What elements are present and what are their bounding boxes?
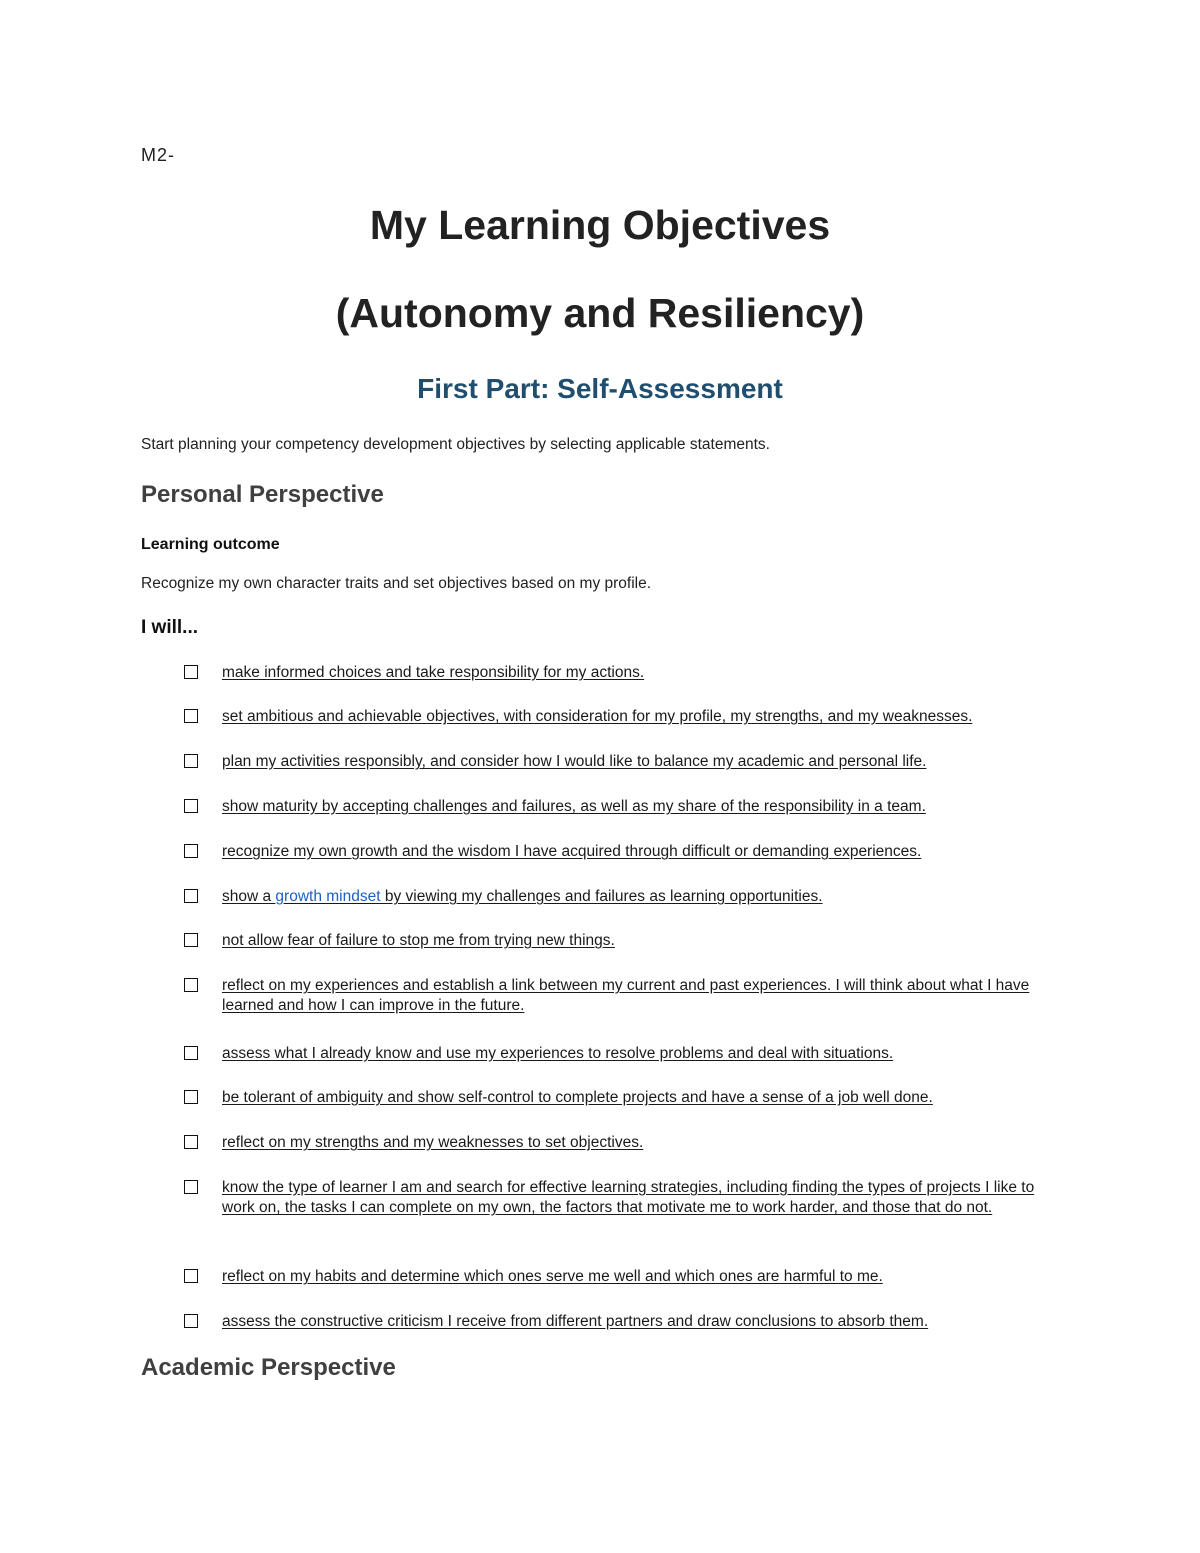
checklist-item[interactable] (182, 1178, 1052, 1218)
checklist-item-text: make informed choices and take responsibility for my actions. (222, 664, 645, 681)
document-title: My Learning Objectives (369, 202, 831, 248)
checklist-item[interactable] (182, 1312, 1052, 1332)
checklist-item-text: reflect on my strengths and my weaknesses to set objectives. (222, 1134, 644, 1151)
checklist-item-text: plan my activities responsibly, and consider how I would like to balance my academic and personal life. (222, 753, 927, 770)
checkbox[interactable] (184, 709, 198, 723)
checkbox[interactable] (184, 1135, 198, 1149)
checklist-item[interactable] (182, 1088, 1052, 1108)
checkbox[interactable] (184, 1180, 198, 1194)
learning-outcome-text: Recognize my own character traits and set objectives based on my profile. (141, 575, 652, 592)
checkbox[interactable] (184, 1269, 198, 1283)
checklist-item-text: show maturity by accepting challenges and failures, as well as my share of the responsibility in a team. (222, 798, 926, 815)
checkbox[interactable] (184, 1046, 198, 1060)
i-will-label: I will... (141, 617, 199, 638)
checklist-item-text: be tolerant of ambiguity and show self-control to complete projects and have a sense of a job well done. (222, 1089, 933, 1106)
checkbox[interactable] (184, 1090, 198, 1104)
checklist-item[interactable] (182, 931, 1052, 951)
checklist-item[interactable] (182, 797, 1052, 817)
checklist-item[interactable] (182, 976, 1052, 1016)
checklist-item-text: reflect on my habits and determine which ones serve me well and which ones are harmful to me. (222, 1268, 883, 1285)
checklist-item[interactable] (182, 842, 1052, 862)
checklist-item[interactable] (182, 887, 1052, 907)
checklist-item[interactable] (182, 1133, 1052, 1153)
checklist-item-text-after: by viewing my challenges and failures as learning opportunities. (380, 888, 823, 905)
document-subtitle: (Autonomy and Resiliency) (335, 290, 865, 336)
checkbox[interactable] (184, 889, 198, 903)
module-code: M2- (141, 145, 175, 165)
checkbox[interactable] (184, 1314, 198, 1328)
checkbox[interactable] (184, 844, 198, 858)
checklist-item-text: reflect on my experiences and establish a link between my current and past experiences. I will think about what I have learned and how I can improve in the future. (222, 977, 1030, 1014)
checklist-item-text: set ambitious and achievable objectives, with consideration for my profile, my strengths, and my weaknesses. (222, 708, 973, 725)
checkbox[interactable] (184, 799, 198, 813)
checklist-item[interactable] (182, 752, 1052, 772)
section-heading-academic: Academic Perspective (141, 1354, 396, 1381)
intro-text: Start planning your competency development objectives by selecting applicable statements. (141, 436, 770, 453)
checkbox[interactable] (184, 665, 198, 679)
part-title: First Part: Self-Assessment (417, 373, 783, 404)
checklist-item-text: recognize my own growth and the wisdom I have acquired through difficult or demanding experiences. (222, 843, 922, 860)
checklist-item-text: assess what I already know and use my experiences to resolve problems and deal with situations. (222, 1045, 894, 1062)
checklist-item-text-before: show a (222, 888, 276, 905)
checkbox[interactable] (184, 754, 198, 768)
checklist-item[interactable] (182, 1044, 1052, 1064)
checklist-item-text: know the type of learner I am and search for effective learning strategies, including finding the types of projects I like to work on, the tasks I can complete on my own, the factors that motivate me to work harder, and those that do not. (222, 1179, 1035, 1216)
checkbox[interactable] (184, 933, 198, 947)
checklist-item[interactable] (182, 1267, 1052, 1287)
checklist-item-text: assess the constructive criticism I receive from different partners and draw conclusions to absorb them. (222, 1313, 929, 1330)
growth-mindset-link[interactable]: growth mindset (275, 888, 381, 905)
section-heading-personal: Personal Perspective (141, 481, 384, 508)
checkbox[interactable] (184, 978, 198, 992)
checklist-item-text: not allow fear of failure to stop me from trying new things. (222, 932, 615, 949)
learning-outcome-label: Learning outcome (141, 536, 280, 553)
checklist-item[interactable] (182, 663, 1052, 683)
checklist-item[interactable] (182, 707, 1052, 727)
checklist-item-text (222, 887, 823, 907)
